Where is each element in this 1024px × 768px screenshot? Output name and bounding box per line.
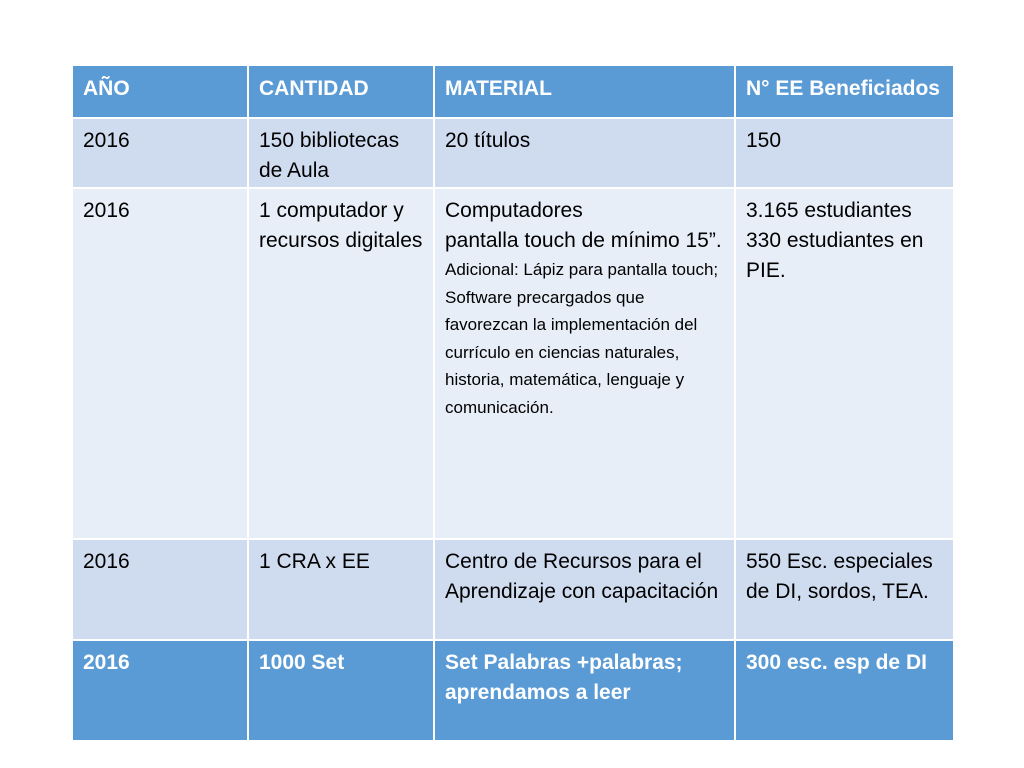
table-row — [72, 118, 954, 188]
material-detail-end: . — [548, 397, 554, 417]
cell-quantity: 150 bibliotecas de Aula — [248, 118, 434, 188]
cell-quantity: 1000 Set — [248, 640, 434, 741]
beneficiaries-line-1: 3.165 estudiantes — [746, 199, 912, 222]
header-quantity: CANTIDAD — [248, 65, 434, 118]
cell-material — [434, 188, 735, 539]
beneficiaries-line-2: 330 estudiantes en PIE. — [746, 229, 924, 282]
cell-material: Centro de Recursos para el Aprendizaje con capacitación — [434, 539, 735, 640]
material-detail-2-text: Software precargados que favorezcan la implementación del currículo en ciencias naturales, historia, matemática, lenguaje y comunicación — [445, 287, 698, 417]
cell-quantity: 1 CRA x EE — [248, 539, 434, 640]
cell-beneficiaries: 550 Esc. especiales de DI, sordos, TEA. — [735, 539, 954, 640]
table-row — [72, 640, 954, 741]
header-material: MATERIAL — [434, 65, 735, 118]
cell-beneficiaries: 150 — [735, 118, 954, 188]
cell-material: 20 títulos — [434, 118, 735, 188]
material-detail-2 — [445, 284, 724, 422]
cell-material: Set Palabras +palabras; aprendamos a leer — [434, 640, 735, 741]
cell-quantity: 1 computador y recursos digitales — [248, 188, 434, 539]
cell-year: 2016 — [72, 539, 248, 640]
cell-beneficiaries — [735, 188, 954, 539]
table-header-row — [72, 65, 954, 118]
material-detail-1: Adicional: Lápiz para pantalla touch; — [445, 260, 719, 279]
header-year: AÑO — [72, 65, 248, 118]
cell-year: 2016 — [72, 640, 248, 741]
benefits-table — [71, 64, 955, 742]
header-beneficiaries: N° EE Beneficiados — [735, 65, 954, 118]
cell-year: 2016 — [72, 188, 248, 539]
table-row — [72, 188, 954, 539]
material-main-line-1: Computadores — [445, 199, 583, 222]
cell-year: 2016 — [72, 118, 248, 188]
table-row — [72, 539, 954, 640]
material-main-line-2: pantalla touch de mínimo 15”. — [445, 229, 722, 252]
cell-beneficiaries: 300 esc. esp de DI — [735, 640, 954, 741]
